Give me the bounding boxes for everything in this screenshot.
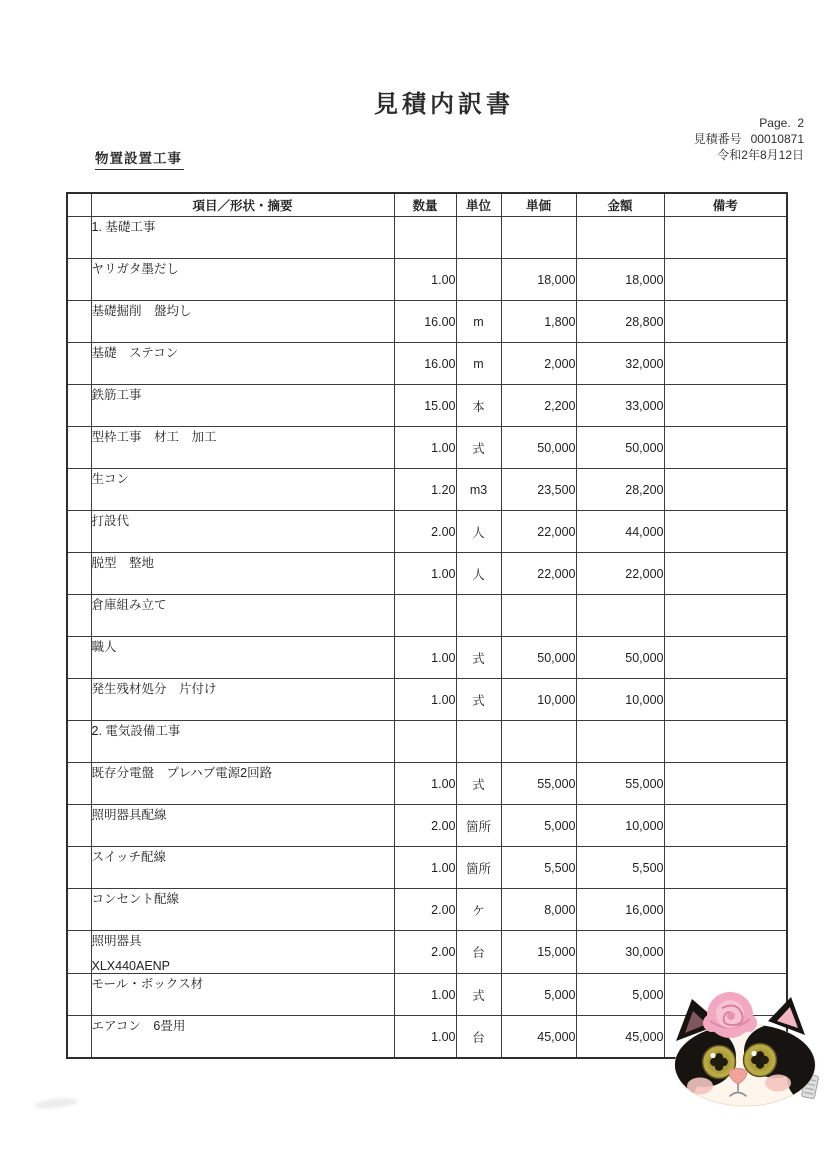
item-name: 倉庫組み立て — [91, 598, 167, 612]
item-name: 1. 基礎工事 — [91, 220, 156, 234]
table-row — [67, 301, 787, 343]
amount-cell: 50,000 — [576, 427, 664, 469]
estimate-table-body — [67, 217, 787, 1059]
unit-cell — [456, 217, 501, 259]
unit-cell: 式 — [456, 427, 501, 469]
item-cell — [91, 931, 394, 974]
unit-price-cell: 8,000 — [501, 889, 576, 931]
table-row — [67, 847, 787, 889]
unit-price-cell — [501, 217, 576, 259]
unit-cell: 箇所 — [456, 805, 501, 847]
quantity-cell: 2.00 — [394, 805, 456, 847]
item-cell — [91, 259, 394, 301]
item-cell — [91, 974, 394, 1016]
unit-cell: 台 — [456, 1016, 501, 1059]
amount-cell: 10,000 — [576, 805, 664, 847]
amount-cell: 16,000 — [576, 889, 664, 931]
table-header — [67, 193, 787, 217]
quantity-cell: 1.00 — [394, 974, 456, 1016]
quantity-cell — [394, 595, 456, 637]
unit-price-cell: 10,000 — [501, 679, 576, 721]
item-name: エアコン 6畳用 — [91, 1019, 186, 1033]
row-number-cell — [67, 889, 91, 931]
col-header-remarks: 備考 — [664, 193, 787, 217]
item-name: 基礎 ステコン — [91, 346, 179, 360]
row-number-cell — [67, 1016, 91, 1059]
amount-cell: 32,000 — [576, 343, 664, 385]
unit-cell: 式 — [456, 637, 501, 679]
cat-sticker — [652, 985, 828, 1164]
table-row — [67, 805, 787, 847]
row-number-cell — [67, 931, 91, 974]
unit-cell: 式 — [456, 974, 501, 1016]
quantity-cell — [394, 217, 456, 259]
amount-cell: 22,000 — [576, 553, 664, 595]
item-cell — [91, 595, 394, 637]
remarks-cell — [664, 931, 787, 974]
table-row — [67, 553, 787, 595]
unit-cell: 台 — [456, 931, 501, 974]
row-number-cell — [67, 217, 91, 259]
amount-cell: 28,800 — [576, 301, 664, 343]
item-name: 照明器具配線 — [91, 808, 167, 822]
row-number-cell — [67, 469, 91, 511]
unit-price-cell: 5,000 — [501, 805, 576, 847]
item-cell — [91, 469, 394, 511]
remarks-cell — [664, 721, 787, 763]
unit-cell: m — [456, 343, 501, 385]
unit-cell — [456, 259, 501, 301]
amount-cell: 10,000 — [576, 679, 664, 721]
table-row — [67, 469, 787, 511]
item-name: 発生残材処分 片付け — [91, 682, 217, 696]
item-name: 照明器具 — [91, 934, 142, 948]
quantity-cell: 1.00 — [394, 679, 456, 721]
amount-cell: 5,500 — [576, 847, 664, 889]
item-cell — [91, 637, 394, 679]
amount-cell: 5,000 — [576, 974, 664, 1016]
item-name: 既存分電盤 プレハブ電源2回路 — [91, 766, 273, 780]
unit-price-cell: 45,000 — [501, 1016, 576, 1059]
unit-cell: 式 — [456, 763, 501, 805]
item-cell — [91, 889, 394, 931]
item-cell — [91, 553, 394, 595]
remarks-cell — [664, 469, 787, 511]
row-number-cell — [67, 637, 91, 679]
unit-cell: m — [456, 301, 501, 343]
item-cell — [91, 385, 394, 427]
unit-price-cell: 50,000 — [501, 427, 576, 469]
item-name: 生コン — [91, 472, 130, 486]
row-number-cell — [67, 974, 91, 1016]
unit-cell: 式 — [456, 679, 501, 721]
item-model-number: XLX440AENP — [91, 959, 171, 973]
item-cell — [91, 763, 394, 805]
estimate-number-value: 00010871 — [750, 131, 804, 146]
unit-cell: 人 — [456, 511, 501, 553]
remarks-cell — [664, 763, 787, 805]
row-number-cell — [67, 721, 91, 763]
estimate-number-line — [694, 132, 804, 148]
page-number: Page. 2 — [759, 116, 804, 130]
unit-cell — [456, 595, 501, 637]
quantity-cell — [394, 721, 456, 763]
unit-price-cell: 23,500 — [501, 469, 576, 511]
unit-price-cell: 2,200 — [501, 385, 576, 427]
remarks-cell — [664, 301, 787, 343]
quantity-cell: 2.00 — [394, 511, 456, 553]
amount-cell: 44,000 — [576, 511, 664, 553]
unit-cell: 箇所 — [456, 847, 501, 889]
unit-price-cell: 18,000 — [501, 259, 576, 301]
document-meta — [694, 116, 804, 163]
remarks-cell — [664, 553, 787, 595]
table-row — [67, 343, 787, 385]
remarks-cell — [664, 679, 787, 721]
item-cell — [91, 805, 394, 847]
item-cell — [91, 679, 394, 721]
item-cell — [91, 721, 394, 763]
unit-cell — [456, 721, 501, 763]
title-area — [0, 84, 828, 119]
remarks-cell — [664, 511, 787, 553]
row-number-cell — [67, 343, 91, 385]
row-number-cell — [67, 805, 91, 847]
quantity-cell: 1.00 — [394, 553, 456, 595]
page-title: 見積内訳書 — [374, 91, 514, 118]
quantity-cell: 1.00 — [394, 259, 456, 301]
item-cell — [91, 511, 394, 553]
item-cell — [91, 301, 394, 343]
item-name: スイッチ配線 — [91, 850, 167, 864]
amount-cell: 18,000 — [576, 259, 664, 301]
remarks-cell — [664, 217, 787, 259]
remarks-cell — [664, 343, 787, 385]
item-name: モール・ボックス材 — [91, 977, 204, 991]
remarks-cell — [664, 805, 787, 847]
item-name: 職人 — [91, 640, 117, 654]
row-number-cell — [67, 847, 91, 889]
quantity-cell: 1.00 — [394, 1016, 456, 1059]
amount-cell — [576, 217, 664, 259]
item-name: 2. 電気設備工事 — [91, 724, 181, 738]
col-header-rowno — [67, 193, 91, 217]
table-row — [67, 217, 787, 259]
item-name: ヤリガタ墨だし — [91, 262, 179, 276]
item-cell — [91, 427, 394, 469]
amount-cell: 55,000 — [576, 763, 664, 805]
row-number-cell — [67, 511, 91, 553]
row-number-cell — [67, 259, 91, 301]
col-header-amount: 金額 — [576, 193, 664, 217]
quantity-cell: 2.00 — [394, 889, 456, 931]
unit-cell: 人 — [456, 553, 501, 595]
cat-left-blush — [687, 1078, 713, 1095]
quantity-cell: 2.00 — [394, 931, 456, 974]
item-name: 基礎掘削 盤均し — [91, 304, 192, 318]
row-number-cell — [67, 763, 91, 805]
quantity-cell: 1.00 — [394, 763, 456, 805]
row-number-cell — [67, 385, 91, 427]
section-title: 物置設置工事 — [95, 147, 184, 170]
unit-price-cell: 55,000 — [501, 763, 576, 805]
table-row — [67, 385, 787, 427]
table-row — [67, 931, 787, 974]
quantity-cell: 1.20 — [394, 469, 456, 511]
item-cell — [91, 343, 394, 385]
unit-price-cell — [501, 595, 576, 637]
amount-cell: 33,000 — [576, 385, 664, 427]
unit-cell: m3 — [456, 469, 501, 511]
table-row — [67, 259, 787, 301]
unit-cell: ケ — [456, 889, 501, 931]
unit-price-cell — [501, 721, 576, 763]
remarks-cell — [664, 385, 787, 427]
table-row — [67, 889, 787, 931]
amount-cell — [576, 721, 664, 763]
table-row — [67, 595, 787, 637]
quantity-cell: 15.00 — [394, 385, 456, 427]
item-cell — [91, 847, 394, 889]
table-row — [67, 721, 787, 763]
quantity-cell: 1.00 — [394, 637, 456, 679]
table-row — [67, 511, 787, 553]
unit-price-cell: 5,000 — [501, 974, 576, 1016]
table-row — [67, 637, 787, 679]
col-header-item: 項目／形状・摘要 — [91, 193, 394, 217]
remarks-cell — [664, 427, 787, 469]
table-row — [67, 679, 787, 721]
cat-right-blush — [765, 1075, 791, 1092]
row-number-cell — [67, 553, 91, 595]
amount-cell: 50,000 — [576, 637, 664, 679]
amount-cell — [576, 595, 664, 637]
row-number-cell — [67, 427, 91, 469]
rose-icon — [703, 992, 757, 1038]
cat-right-eye-icon — [744, 1044, 777, 1077]
unit-price-cell: 22,000 — [501, 553, 576, 595]
item-name: 型枠工事 材工 加工 — [91, 430, 217, 444]
unit-price-cell: 22,000 — [501, 511, 576, 553]
unit-price-cell: 2,000 — [501, 343, 576, 385]
quantity-cell: 16.00 — [394, 301, 456, 343]
item-name: 脱型 整地 — [91, 556, 155, 570]
remarks-cell — [664, 259, 787, 301]
quantity-cell: 1.00 — [394, 427, 456, 469]
unit-price-cell: 1,800 — [501, 301, 576, 343]
unit-price-cell: 5,500 — [501, 847, 576, 889]
estimate-table — [66, 192, 788, 1059]
col-header-unit: 単位 — [456, 193, 501, 217]
col-header-unit-price: 単価 — [501, 193, 576, 217]
remarks-cell — [664, 595, 787, 637]
amount-cell: 45,000 — [576, 1016, 664, 1059]
unit-price-cell: 50,000 — [501, 637, 576, 679]
scan-smudge — [34, 1097, 79, 1111]
item-cell — [91, 217, 394, 259]
item-name: 打設代 — [91, 514, 130, 528]
row-number-cell — [67, 679, 91, 721]
quantity-cell: 1.00 — [394, 847, 456, 889]
amount-cell: 28,200 — [576, 469, 664, 511]
unit-cell: 本 — [456, 385, 501, 427]
document-date: 令和2年8月12日 — [717, 147, 804, 162]
amount-cell: 30,000 — [576, 931, 664, 974]
unit-price-cell: 15,000 — [501, 931, 576, 974]
remarks-cell — [664, 637, 787, 679]
col-header-qty: 数量 — [394, 193, 456, 217]
row-number-cell — [67, 301, 91, 343]
remarks-cell — [664, 847, 787, 889]
remarks-cell — [664, 889, 787, 931]
item-cell — [91, 1016, 394, 1059]
item-name: 鉄筋工事 — [91, 388, 142, 402]
item-name: コンセント配線 — [91, 892, 180, 906]
estimate-number-label: 見積番号 — [693, 131, 742, 146]
table-row — [67, 427, 787, 469]
quantity-cell: 16.00 — [394, 343, 456, 385]
row-number-cell — [67, 595, 91, 637]
table-row — [67, 763, 787, 805]
